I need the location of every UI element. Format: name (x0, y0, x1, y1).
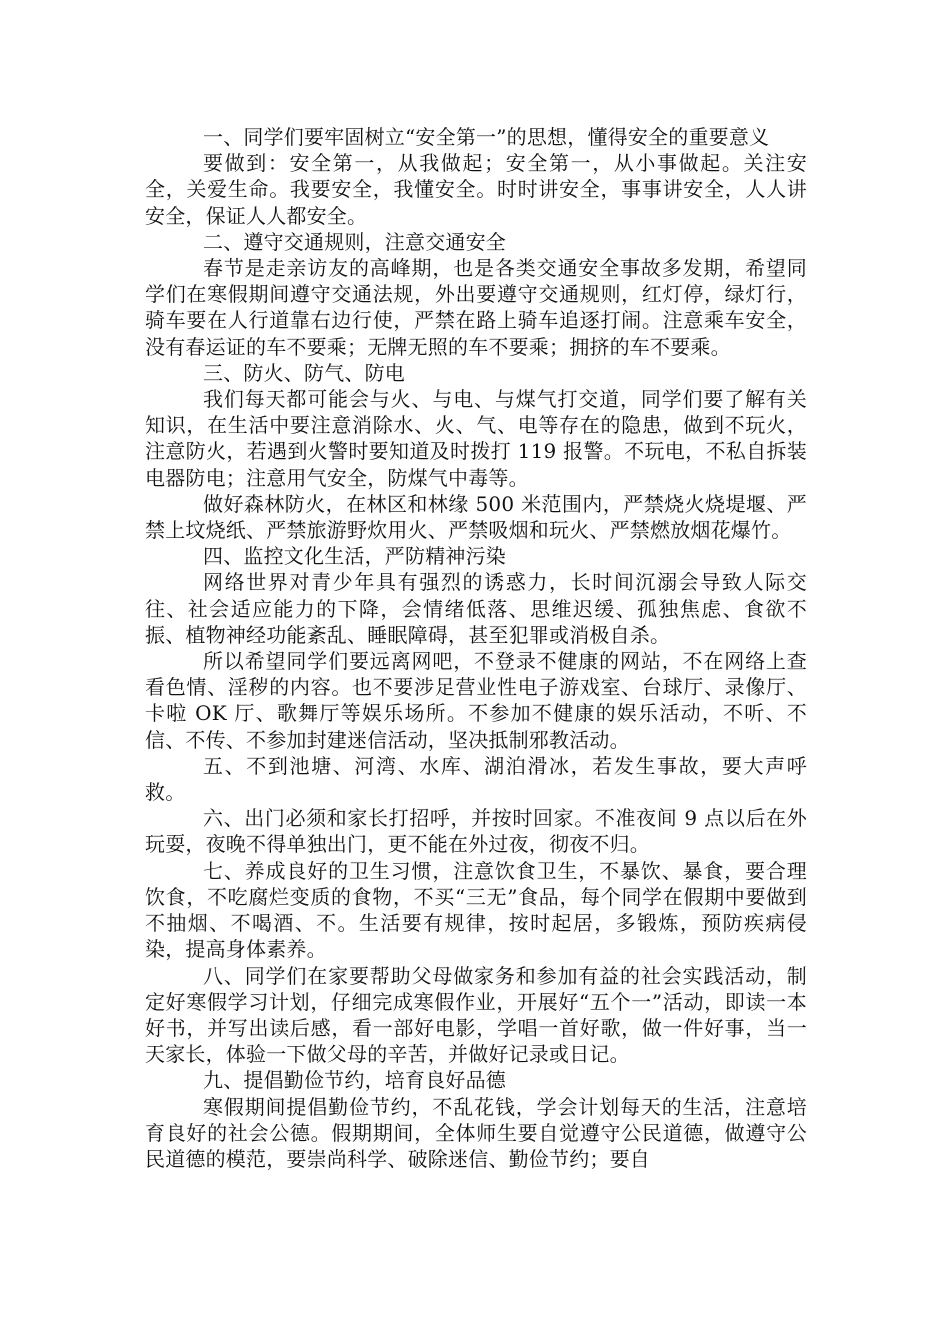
heading-4: 四、监控文化生活，严防精神污染 (203, 544, 506, 569)
paragraph: 所以希望同学们要远离网吧，不登录不健康的网站，不在网络上查看色情、淫秽的内容。也不要涉足营业性电子游戏室、台球厅、录像厅、卡啦 OK 厅、歌舞厅等娱乐场所。不参加不健康的娱乐活动，不听、不信、不传、不参加封建迷信活动，坚决抵制邪教活动。 (145, 649, 807, 752)
paragraph: 做好森林防火，在林区和林缘 500 米范围内，严禁烧火烧堤堰、严禁上坟烧纸、严禁旅游野炊用火、严禁吸烟和玩火、严禁燃放烟花爆竹。 (145, 491, 807, 543)
paragraph: 春节是走亲访友的高峰期，也是各类交通安全事故多发期，希望同学们在寒假期间遵守交通法规，外出要遵守交通规则，红灯停，绿灯行，骑车要在人行道靠右边行使，严禁在路上骑车追逐打闹。注意乘车安全，没有春运证的车不要乘；无牌无照的车不要乘；拥挤的车不要乘。 (145, 256, 807, 359)
item-6: 六、出门必须和家长打招呼，并按时回家。不准夜间 9 点以后在外玩耍，夜晚不得单独出门，更不能在外过夜，彻夜不归。 (145, 806, 807, 857)
item-8: 八、同学们在家要帮助父母做家务和参加有益的社会实践活动，制定好寒假学习计划，仔细完成寒假作业，开展好“五个一”活动，即读一本好书，并写出读后感，看一部好电影，学唱一首好歌，做一件好事，当一天家长，体验一下做父母的辛苦，并做好记录或日记。 (145, 963, 807, 1067)
heading-9: 九、提倡勤俭节约，培育良好品德 (203, 1068, 506, 1093)
document-body (145, 124, 807, 1172)
item-7: 七、养成良好的卫生习惯，注意饮食卫生，不暴饮、暴食，要合理饮食，不吃腐烂变质的食物，不买“三无”食品，每个同学在假期中要做到不抽烟、不喝酒、不。生活要有规律，按时起居，多锻炼，预防疾病侵染，提高身体素养。 (145, 858, 807, 962)
heading-3: 三、防火、防气、防电 (203, 360, 405, 385)
item-5: 五、不到池塘、河湾、水库、湖泊滑冰，若发生事故，要大声呼救。 (145, 753, 807, 805)
heading-2: 二、遵守交通规则，注意交通安全 (203, 229, 506, 254)
heading-1: 一、同学们要牢固树立“安全第一”的思想，懂得安全的重要意义 (203, 125, 770, 149)
paragraph: 网络世界对青少年具有强烈的诱惑力，长时间沉溺会导致人际交往、社会适应能力的下降，会情绪低落、思维迟缓、孤独焦虑、食欲不振、植物神经功能紊乱、睡眠障碍，甚至犯罪或消极自杀。 (145, 570, 807, 647)
paragraph: 要做到：安全第一，从我做起；安全第一，从小事做起。关注安全，关爱生命。我要安全，我懂安全。时时讲安全，事事讲安全，人人讲安全，保证人人都安全。 (145, 151, 807, 228)
paragraph: 我们每天都可能会与火、与电、与煤气打交道，同学们要了解有关知识，在生活中要注意消除水、火、气、电等存在的隐患，做到不玩火，注意防火，若遇到火警时要知道及时拨打 119 报警。不玩电，不私自拆装电器防电；注意用气安全，防煤气中毒等。 (145, 387, 807, 490)
paragraph: 寒假期间提倡勤俭节约，不乱花钱，学会计划每天的生活，注意培育良好的社会公德。假期期间，全体师生要自觉遵守公民道德，做遵守公民道德的模范，要崇尚科学、破除迷信、勤俭节约；要自 (145, 1094, 807, 1171)
